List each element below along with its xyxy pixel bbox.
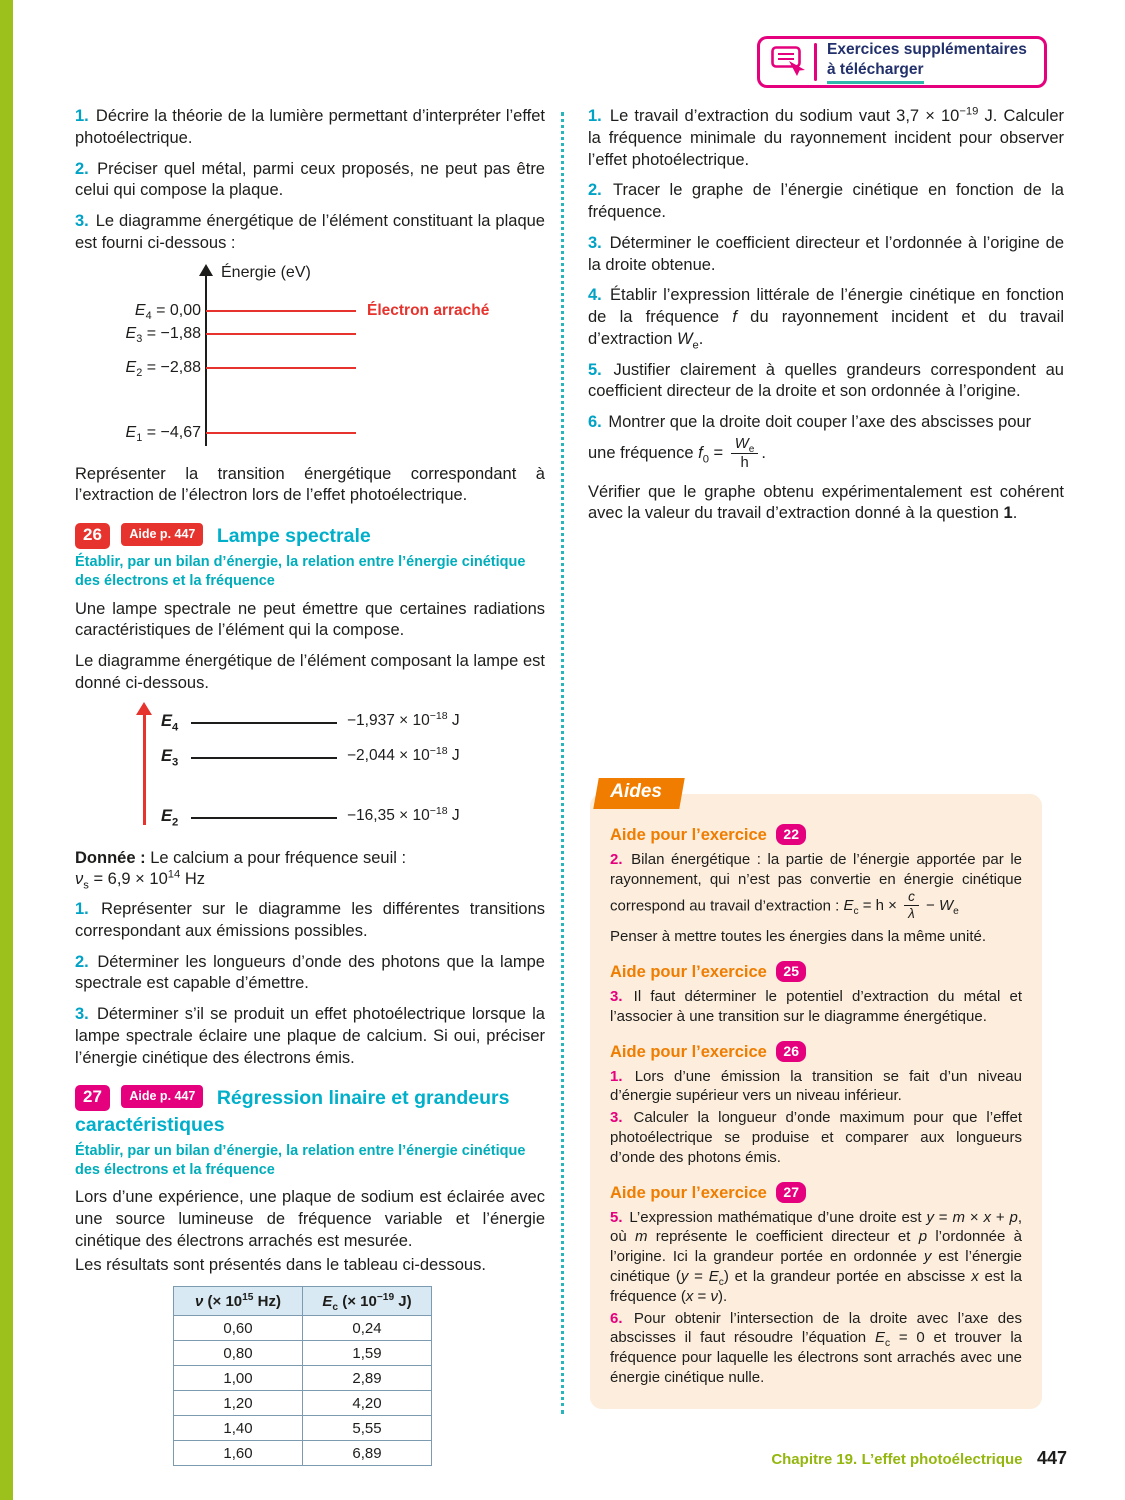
table-cell: 0,60 xyxy=(174,1316,303,1341)
question-item xyxy=(588,360,1064,404)
fraction-numerator: c xyxy=(904,890,919,907)
question-item xyxy=(588,106,1064,171)
paragraph-text: Une lampe spectrale ne peut émettre que certaines radiations caractéristiques de l’élément qui la compose. xyxy=(75,599,545,640)
formula-lhs: $E_c = h$ × xyxy=(843,896,897,917)
paragraph xyxy=(588,482,1064,526)
energy-axis-line xyxy=(143,713,146,825)
question-item xyxy=(75,211,545,255)
aide-item-text: Calculer la longueur d’onde maximum pour que l’effet photoélectrique se produise et comparer aux longueurs d’onde des photons émis. xyxy=(610,1109,1022,1166)
question-text: Le diagramme énergétique de l’élément constituant la plaque est fourni ci-dessous : xyxy=(75,212,545,252)
download-badge-line1: Exercices supplémentaires xyxy=(827,40,1027,58)
data-given-label: Donnée : xyxy=(75,848,146,867)
page-footer xyxy=(771,1448,1067,1469)
table-cell: 1,00 xyxy=(174,1366,303,1391)
question-number: 1. xyxy=(75,107,89,125)
table-row xyxy=(174,1366,432,1391)
exercise-27-header xyxy=(75,1085,545,1138)
left-column xyxy=(75,106,545,1466)
energy-level-value: $-1,937 \times 10^{-18}$ J xyxy=(347,709,460,729)
aide-item xyxy=(610,1108,1022,1167)
aide-exercise-badge[interactable]: 26 xyxy=(776,1041,806,1062)
aide-item-text: Pour obtenir l’intersection de la droite avec l’axe des abscisses il faut résoudre l’équation $E_c = 0$ et trouver la fréquence pour laquelle les électrons sont arrachés avec une énergie cinétique nulle. xyxy=(610,1309,1022,1387)
question-number: 2. xyxy=(588,181,602,200)
table-header-cell: ν (× $10^{15}$ Hz) xyxy=(174,1287,303,1316)
aides-ribbon-label: Aides xyxy=(610,781,663,802)
table-row xyxy=(174,1391,432,1416)
fraction xyxy=(904,890,919,923)
question-number: 3. xyxy=(75,1005,89,1024)
paragraph xyxy=(75,1255,545,1277)
question-number: 1. xyxy=(588,107,602,125)
energy-diagram-lamp xyxy=(75,704,545,834)
aide-item xyxy=(610,850,1022,922)
aide-section-heading xyxy=(610,1041,1022,1062)
question-text: Déterminer le coefficient directeur et l’ordonnée à l’origine de la droite obtenue. xyxy=(588,233,1064,274)
aide-heading-text: Aide pour l’exercice xyxy=(610,1183,767,1202)
results-table xyxy=(173,1286,432,1466)
table-cell: 5,55 xyxy=(303,1416,432,1441)
fraction-numerator: $W_e$ xyxy=(731,436,759,454)
aide-item-number: 1. xyxy=(610,1067,623,1085)
download-badge-line2[interactable]: à télécharger xyxy=(827,60,924,84)
exercise-number-badge: 27 xyxy=(75,1085,110,1111)
data-given xyxy=(75,848,545,892)
download-badge-text xyxy=(827,40,1027,84)
energy-level-label: $E_4 = 0,00$ xyxy=(134,301,201,322)
page-edge-accent xyxy=(0,0,13,1500)
paragraph-text: Représenter la transition énergétique correspondant à l’extraction de l’électron lors de l’effet photoélectrique. xyxy=(75,464,545,505)
table-header-row xyxy=(174,1287,432,1316)
energy-level-label: $E_3 = -1,88$ xyxy=(125,324,201,345)
question-item xyxy=(588,412,1064,434)
energy-diagram-plate xyxy=(75,264,545,454)
paragraph-text: Lors d’une expérience, une plaque de sodium est éclairée avec une source lumineuse de fréquence variable et l’énergie cinétique des électrons arrachés est mesurée. xyxy=(75,1188,545,1250)
energy-level-value: $-2,044 \times 10^{-18}$ J xyxy=(347,744,460,764)
aide-item-number: 3. xyxy=(610,1109,623,1127)
aide-exercise-badge[interactable]: 27 xyxy=(776,1182,806,1203)
energy-level-line xyxy=(206,432,356,435)
exercise-skill-subtitle: Établir, par un bilan d’énergie, la relation entre l’énergie cinétique des électrons et la fréquence xyxy=(75,554,526,589)
table-row xyxy=(174,1341,432,1366)
energy-level-label: $E_3$ xyxy=(161,746,179,768)
table-header-cell: $E_c$ (× $10^{-19}$ J) xyxy=(303,1287,432,1316)
badge-divider xyxy=(814,43,817,81)
energy-level-label: $E_2 = -2,88$ xyxy=(125,358,201,379)
aide-heading-text: Aide pour l’exercice xyxy=(610,1042,767,1061)
aide-item-text: Penser à mettre toutes les énergies dans la même unité. xyxy=(610,928,987,946)
fraction-denominator: λ xyxy=(908,906,915,922)
formula-rhs: − $W_e$ xyxy=(926,896,959,917)
paragraph xyxy=(75,599,545,643)
energy-level-line xyxy=(206,333,356,336)
exercise-title: Lampe spectrale xyxy=(216,525,371,548)
table-cell: 4,20 xyxy=(303,1391,432,1416)
table-cell: 1,59 xyxy=(303,1341,432,1366)
aide-exercise-badge[interactable]: 22 xyxy=(776,824,806,845)
question-number: 3. xyxy=(588,233,602,252)
download-badge[interactable] xyxy=(757,36,1047,88)
question-item xyxy=(75,159,545,203)
aide-section-heading xyxy=(610,824,1022,845)
right-column xyxy=(588,106,1064,1436)
aide-item xyxy=(610,1067,1022,1107)
question-number: 6. xyxy=(588,413,602,432)
aide-item-number: 5. xyxy=(610,1208,623,1226)
energy-level-label: $E_2$ xyxy=(161,806,179,828)
question-item xyxy=(75,1004,545,1069)
exercise-26-header xyxy=(75,523,545,549)
table-cell: 0,80 xyxy=(174,1341,303,1366)
aide-item xyxy=(610,927,1022,947)
paragraph xyxy=(75,1187,545,1252)
table-cell: 1,60 xyxy=(174,1441,303,1466)
question-text: Décrire la théorie de la lumière permettant d’interpréter l’effet photoélectrique. xyxy=(75,107,545,147)
table-cell: 1,40 xyxy=(174,1416,303,1441)
table-row xyxy=(174,1416,432,1441)
energy-level-label: $E_1 = -4,67$ xyxy=(125,423,201,444)
question-number: 3. xyxy=(75,212,89,231)
frequency-formula xyxy=(588,436,1064,472)
question-number: 4. xyxy=(588,286,602,305)
question-text: Montrer que la droite doit couper l’axe des abscisses pour xyxy=(608,413,1032,432)
aides-box xyxy=(590,794,1042,1409)
aide-heading-text: Aide pour l’exercice xyxy=(610,963,767,982)
energy-level-label: $E_4$ xyxy=(161,711,179,733)
aide-heading-text: Aide pour l’exercice xyxy=(610,826,767,844)
question-text: Tracer le graphe de l’énergie cinétique en fonction de la fréquence. xyxy=(588,181,1064,222)
question-text: Préciser quel métal, parmi ceux proposés, ne peut pas être celui qui compose la plaque. xyxy=(75,159,545,200)
question-number: 2. xyxy=(75,159,89,178)
paragraph-text: Vérifier que le graphe obtenu expérimentalement est cohérent avec la valeur du travail d’extraction donné à la question 1. xyxy=(588,482,1064,523)
aides-panel xyxy=(590,781,1042,1409)
question-number: 5. xyxy=(588,360,602,379)
aide-item-text: Lors d’une émission la transition se fait d’un niveau d’énergie supérieur vers un niveau inférieur. xyxy=(610,1067,1022,1105)
question-item xyxy=(75,899,545,943)
question-number: 1. xyxy=(75,900,89,919)
fraction xyxy=(731,436,759,472)
question-item xyxy=(75,952,545,996)
aide-item-text: L’expression mathématique d’une droite est y = m × x + p, où m représente le coefficient directeur et p l’ordonnée à l’origine. Ici la grandeur portée en ordonnée y est l’énergie cinétique $(y = E_c)$ et la grandeur portée en abscisse x est la fréquence (x = ν). xyxy=(610,1208,1022,1305)
footer-chapter-title: L’effet photoélectrique xyxy=(861,1451,1023,1468)
question-number: 2. xyxy=(75,952,89,971)
question-text: Déterminer s’il se produit un effet photoélectrique lorsque la lampe spectrale éclaire une plaque de calcium. Si oui, préciser l’énergie cinétique des électrons émis. xyxy=(75,1005,545,1067)
aide-item xyxy=(610,987,1022,1027)
exercise-title: Régression linaire et grandeurs caractéristiques xyxy=(75,1087,510,1136)
question-text: Représenter sur le diagramme les différentes transitions correspondant aux émissions possibles. xyxy=(75,900,546,940)
fraction-denominator: h xyxy=(740,455,749,472)
aide-item-text: Bilan énergétique : la partie de l’énergie apportée par le rayonnement, qui n’est pas convertie en énergie cinétique correspond au travail d’extraction : xyxy=(610,851,1022,914)
aide-item xyxy=(610,1309,1022,1388)
aide-reference-badge[interactable]: Aide p. 447 xyxy=(121,523,203,546)
axis-label: Énergie (eV) xyxy=(221,263,311,281)
aide-item xyxy=(610,1208,1022,1307)
paragraph xyxy=(75,464,545,508)
aide-item-text: Il faut déterminer le potentiel d’extraction du métal et l’associer à une transition sur le diagramme énergétique. xyxy=(610,988,1023,1025)
question-text: Le travail d’extraction du sodium vaut $3,7 \times 10^{-19}$ J. Calculer la fréquence minimale du rayonnement incident pour observer l’effet photoélectrique. xyxy=(588,105,1064,169)
footer-page-number: 447 xyxy=(1036,1448,1067,1468)
exercise-skill-subtitle: Établir, par un bilan d’énergie, la relation entre l’énergie cinétique des électrons et la fréquence xyxy=(75,1143,526,1178)
table-cell: 0,24 xyxy=(303,1316,432,1341)
aide-item-number: 6. xyxy=(610,1309,623,1327)
column-divider xyxy=(561,112,564,1414)
question-text: Justifier clairement à quelles grandeurs correspondent au coefficient directeur de la droite et son ordonnée à l’origine. xyxy=(588,360,1064,401)
question-item xyxy=(588,285,1064,350)
table-row xyxy=(174,1441,432,1466)
aide-exercise-badge[interactable]: 25 xyxy=(776,961,806,982)
question-item xyxy=(588,180,1064,224)
energy-level-line xyxy=(191,722,337,724)
exercise-number-badge: 26 xyxy=(75,523,110,549)
table-cell: 2,89 xyxy=(303,1366,432,1391)
data-given-text: Le calcium a pour fréquence seuil : xyxy=(150,848,407,867)
aide-item-number: 2. xyxy=(610,851,623,868)
energy-level-line xyxy=(191,757,337,759)
aide-reference-badge[interactable]: Aide p. 447 xyxy=(121,1085,203,1108)
aide-item-number: 3. xyxy=(610,988,623,1006)
energy-level-value: $-16,35 \times 10^{-18}$ J xyxy=(347,804,460,824)
download-exercises-icon xyxy=(766,45,810,79)
aides-ribbon xyxy=(593,778,684,809)
question-item xyxy=(75,106,545,150)
paragraph-text: Les résultats sont présentés dans le tableau ci-dessous. xyxy=(75,1255,486,1274)
aide-section-heading xyxy=(610,1182,1022,1203)
table-cell: 6,89 xyxy=(303,1441,432,1466)
question-text: Établir l’expression littérale de l’énergie cinétique en fonction de la fréquence f du rayonnement incident et du travail d’extraction $W_e$. xyxy=(588,286,1064,352)
formula-period: . xyxy=(761,444,766,463)
paragraph xyxy=(75,651,545,695)
data-given-value: $\nu_s = 6,9 \times 10^{14}$ Hz xyxy=(75,868,205,892)
energy-axis-line xyxy=(205,274,207,446)
formula-lhs: $f_0$ = xyxy=(698,444,724,466)
question-text: Déterminer les longueurs d’onde des photons que la lampe spectrale est capable d’émettre. xyxy=(75,952,545,993)
electron-annotation: Électron arraché xyxy=(367,301,490,319)
paragraph-text: Le diagramme énergétique de l’élément composant la lampe est donné ci-dessous. xyxy=(75,652,545,692)
table-cell: 1,20 xyxy=(174,1391,303,1416)
energy-level-line xyxy=(206,367,356,370)
formula-lead: une fréquence xyxy=(588,444,694,463)
table-row xyxy=(174,1316,432,1341)
aide-section-heading xyxy=(610,961,1022,982)
energy-level-line xyxy=(191,817,337,819)
question-item xyxy=(588,233,1064,277)
footer-chapter: Chapitre 19. xyxy=(771,1451,858,1468)
energy-level-line xyxy=(206,310,356,313)
